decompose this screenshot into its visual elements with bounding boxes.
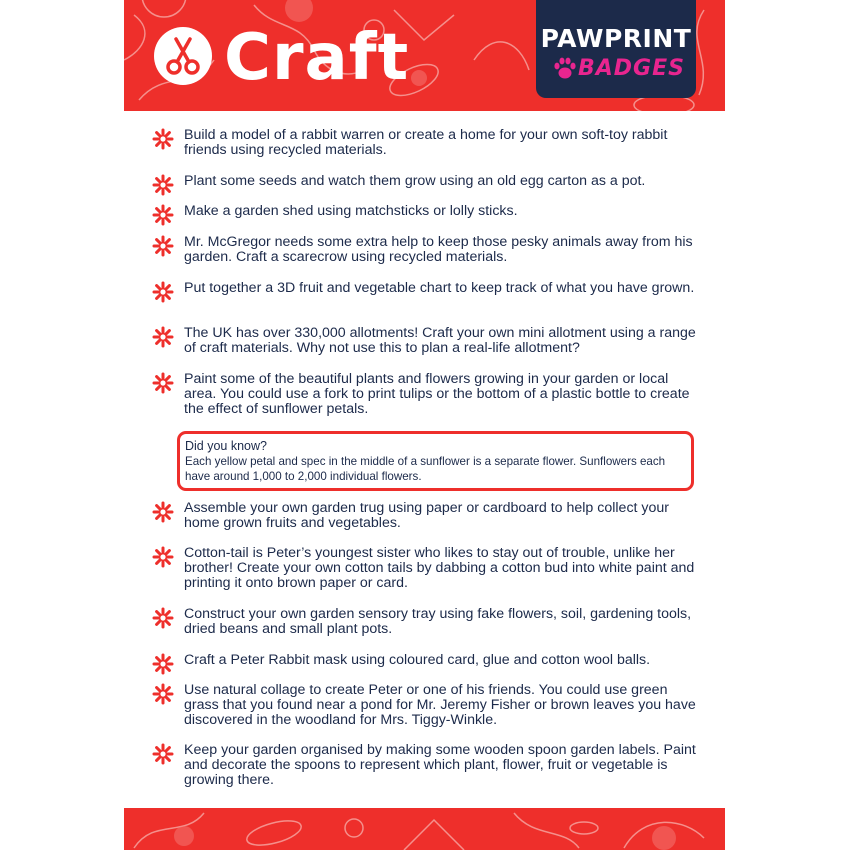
- pawprint-badges-logo: [536, 0, 696, 98]
- logo-line-2-wrap: [552, 54, 696, 84]
- activity-text: The UK has over 330,000 allotments! Craft your own mini allotment using a range of craft materials. Why not use this to plan a real-life allotment?: [184, 325, 696, 356]
- did-you-know-box: [177, 431, 694, 491]
- activity-text: Assemble your own garden trug using paper or cardboard to help collect your home grown fruits and vegetables.: [184, 500, 670, 531]
- activity-text: Make a garden shed using matchsticks or lolly sticks.: [184, 203, 518, 219]
- garden-doodle-pattern: [124, 808, 725, 850]
- activity-text: Use natural collage to create Peter or one of his friends. You could use green grass that you found near a pond for Mr. Jeremy Fisher or brown leaves you have discovered in the woodland for Mrs. Tiggy-Winkle.: [184, 682, 696, 728]
- scissors-icon: [154, 27, 212, 85]
- activity-text: Build a model of a rabbit warren or create a home for your own soft-toy rabbit friends using recycled materials.: [184, 127, 668, 158]
- flower-bullet-icon: [152, 653, 174, 675]
- activity-text: Construct your own garden sensory tray using fake flowers, soil, gardening tools, dried beans and small plant pots.: [184, 606, 692, 637]
- activity-text: Put together a 3D fruit and vegetable chart to keep track of what you have grown.: [184, 280, 695, 296]
- logo-line-2: BADGES: [578, 56, 685, 81]
- footer-banner: [124, 808, 725, 850]
- flower-bullet-icon: [152, 683, 174, 705]
- header-banner: [124, 0, 725, 111]
- activity-text: Craft a Peter Rabbit mask using coloured card, glue and cotton wool balls.: [184, 652, 651, 668]
- page-title: Craft: [224, 21, 410, 95]
- flower-bullet-icon: [152, 501, 174, 523]
- logo-line-1: PAWPRINT: [540, 24, 692, 53]
- paw-icon: [552, 56, 578, 82]
- did-you-know-title: Did you know?: [185, 439, 267, 453]
- flower-bullet-icon: [152, 326, 174, 348]
- activity-text: Mr. McGregor needs some extra help to keep those pesky animals away from his garden. Craft a scarecrow using recycled materials.: [184, 234, 693, 265]
- flower-bullet-icon: [152, 128, 174, 150]
- flower-bullet-icon: [152, 204, 174, 226]
- flower-bullet-icon: [152, 546, 174, 568]
- flower-bullet-icon: [152, 174, 174, 196]
- activity-text: Cotton-tail is Peter’s youngest sister who likes to stay out of trouble, unlike her brother! Create your own cotton tails by dabbing a cotton bud into white paint and printing it onto brown paper or card.: [184, 545, 695, 591]
- flower-bullet-icon: [152, 372, 174, 394]
- activity-text: Plant some seeds and watch them grow using an old egg carton as a pot.: [184, 173, 646, 189]
- flower-bullet-icon: [152, 607, 174, 629]
- activity-text: Keep your garden organised by making some wooden spoon garden labels. Paint and decorate the spoons to represent which plant, flower, fruit or vegetable is growing there.: [184, 742, 696, 788]
- did-you-know-body: Each yellow petal and spec in the middle of a sunflower is a separate flower. Sunflowers each have around 1,000 to 2,000 individual flowers.: [185, 455, 666, 483]
- flower-bullet-icon: [152, 235, 174, 257]
- flower-bullet-icon: [152, 281, 174, 303]
- flower-bullet-icon: [152, 743, 174, 765]
- activity-text: Paint some of the beautiful plants and flowers growing in your garden or local area. You could use a fork to print tulips or the bottom of a plastic bottle to create the effect of sunflower petals.: [184, 371, 690, 417]
- activity-sheet: [124, 0, 725, 850]
